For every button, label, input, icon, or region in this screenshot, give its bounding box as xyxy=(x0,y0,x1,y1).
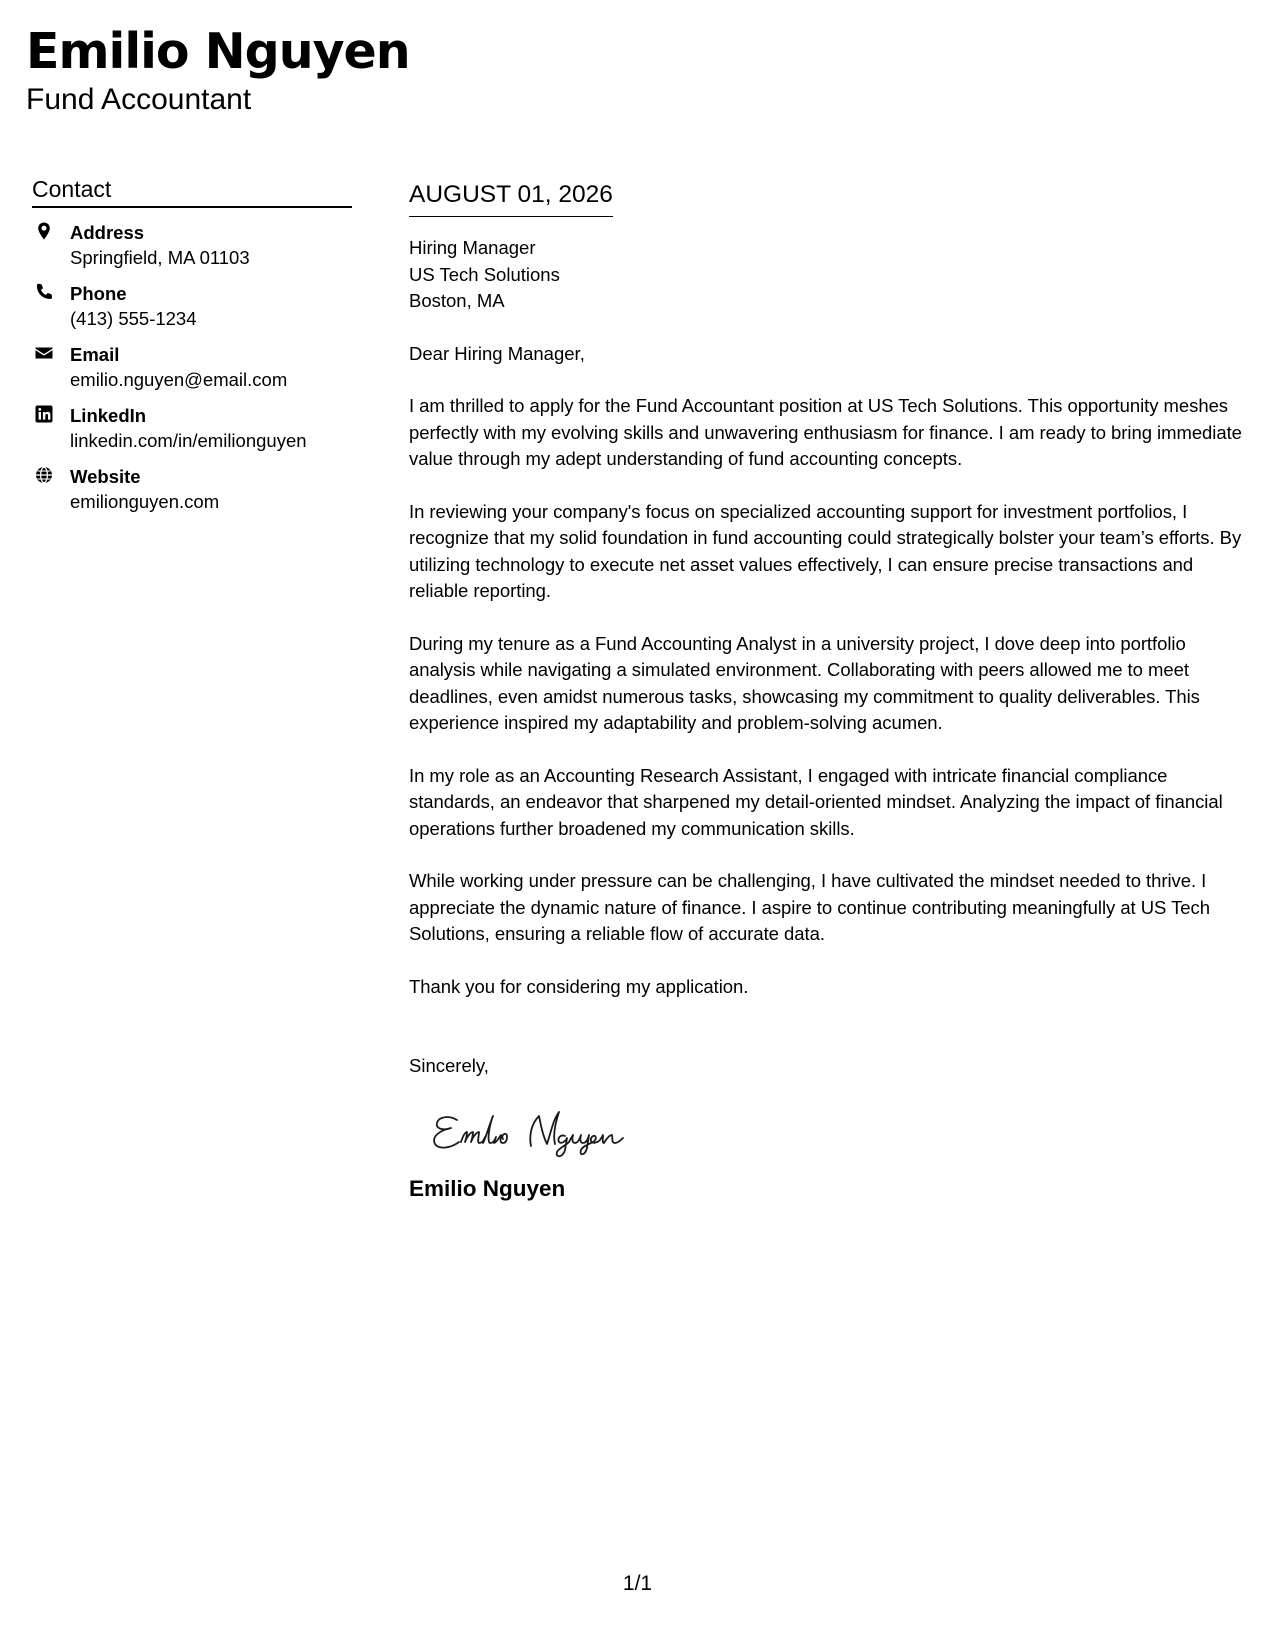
letter-date: AUGUST 01, 2026 xyxy=(409,178,613,217)
map-pin-icon xyxy=(34,221,54,241)
linkedin-value: linkedin.com/in/emilionguyen xyxy=(70,430,307,451)
letter-paragraph: In my role as an Accounting Research Assistant, I engaged with intricate financial compliance standards, an endeavor that sharpened my detail-oriented mindset. Analyzing the impact of financial operations further broadened my communication skills. xyxy=(409,764,1223,839)
contact-item-address xyxy=(32,220,352,270)
recipient-line: Hiring Manager xyxy=(409,237,536,258)
phone-value: (413) 555-1234 xyxy=(70,308,197,329)
handwritten-signature xyxy=(427,1102,1249,1162)
contact-item-linkedin xyxy=(32,403,352,453)
contact-heading: Contact xyxy=(32,174,352,208)
contact-label: Website xyxy=(70,466,141,487)
envelope-icon xyxy=(34,343,54,363)
candidate-name: Emilio Nguyen xyxy=(26,23,410,80)
letter-paragraph: Thank you for considering my application. xyxy=(409,975,749,997)
phone-icon xyxy=(34,282,54,302)
contact-label: LinkedIn xyxy=(70,405,147,426)
letter-paragraph: While working under pressure can be challenging, I have cultivated the mindset needed to thrive. I appreciate the dynamic nature of finance. I aspire to continue contributing meaningfully at US Tech Solutions, ensuring a reliable flow of accurate data. xyxy=(409,870,1210,944)
page-number: 1/1 xyxy=(622,1572,653,1595)
letter-paragraph: In reviewing your company's focus on specialized accounting support for investment portfolios, I recognize that my solid foundation in fund accounting could strategically bolster your team’s efforts. By utilizing technology to execute net asset values effectively, I can ensure precise transactions and reliable reporting. xyxy=(409,500,1242,601)
recipient-block xyxy=(409,235,1249,315)
cover-letter xyxy=(409,178,1249,1204)
email-value: emilio.nguyen@email.com xyxy=(70,369,288,390)
letter-paragraph: I am thrilled to apply for the Fund Accountant position at US Tech Solutions. This opportunity meshes perfectly with my evolving skills and unwavering enthusiasm for finance. I am ready to bring immediate value through my adept understanding of fund accounting concepts. xyxy=(409,395,1242,469)
contact-label: Address xyxy=(70,222,145,243)
job-title: Fund Accountant xyxy=(26,83,252,116)
linkedin-icon xyxy=(34,404,54,424)
recipient-line: US Tech Solutions xyxy=(409,263,560,285)
website-value: emilionguyen.com xyxy=(70,491,220,512)
letter-paragraph: During my tenure as a Fund Accounting Analyst in a university project, I dove deep into portfolio analysis while navigating a simulated environment. Collaborating with peers allowed me to meet deadlines, even amidst numerous tasks, showcasing my commitment to quality deliverables. This experience inspired my adaptability and problem-solving acumen. xyxy=(409,632,1200,733)
contact-label: Email xyxy=(70,344,120,365)
recipient-line: Boston, MA xyxy=(409,290,505,311)
contact-item-phone xyxy=(32,281,352,331)
contact-label: Phone xyxy=(70,283,127,304)
closing: Sincerely, xyxy=(409,1055,489,1076)
greeting: Dear Hiring Manager, xyxy=(409,342,585,364)
globe-icon xyxy=(34,465,54,485)
contact-section xyxy=(32,174,352,525)
contact-item-website xyxy=(32,464,352,514)
signer-name: Emilio Nguyen xyxy=(409,1175,566,1201)
address-value: Springfield, MA 01103 xyxy=(70,247,250,268)
contact-item-email xyxy=(32,342,352,392)
